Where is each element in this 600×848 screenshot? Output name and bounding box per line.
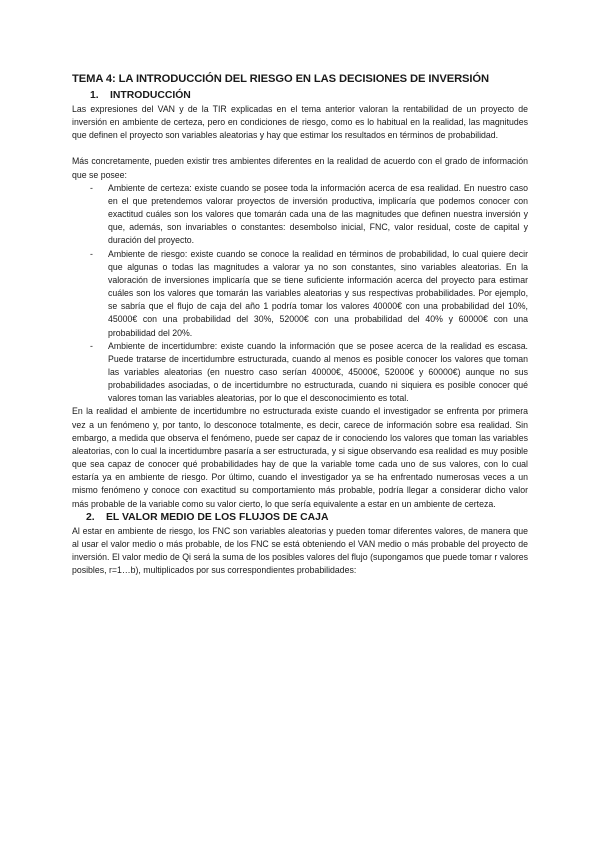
- paragraph: Más concretamente, pueden existir tres ambientes diferentes en la realidad de acuerdo con el grado de información que se posee:: [72, 156, 528, 180]
- section-heading-introduccion: [72, 89, 528, 103]
- paragraph: Al estar en ambiente de riesgo, los FNC son variables aleatorias y pueden tomar diferentes valores, de manera que al usar el valor medio o más probable, de los FNC se está obteniendo el VAN medio o más probable del proyecto de inversión. El valor medio de Qi será la suma de los posibles valores del flujo (supongamos que puede tomar r valores posibles, r=1…b), multiplicados por sus correspondientes probabilidades:: [72, 525, 528, 576]
- bullet-marker: -: [90, 340, 93, 351]
- section-title: INTRODUCCIÓN: [110, 90, 191, 101]
- document-title: TEMA 4: LA INTRODUCCIÓN DEL RIESGO EN LAS DECISIONES DE INVERSIÓN: [72, 73, 490, 85]
- bullet-marker: -: [90, 248, 93, 259]
- paragraph: En la realidad el ambiente de incertidumbre no estructurada existe cuando el investigador se enfrenta por primera vez a un fenómeno y, por tanto, lo desconoce totalmente, es decir, carece de información sobre esa realidad. Sin embargo, a medida que observa el fenómeno, puede ser capaz de ir conociendo los valores que toman las variables aleatorias, con lo cual la incertidumbre pasaría a ser estructurada, y si sigue observando esa realidad es muy posible que sea capaz de conocer qué probabilidades hay de que la variable tome cada uno de sus valores, con lo cual estaría ya en ambiente de riesgo. Por último, cuando el investigador ya se ha enfrentado numerosas veces a un mismo fenómeno y conoce con exactitud su comportamiento más probable, podría llegar a considerar dicho valor más probable de la variable como su valor cierto, lo que sería equivalente a estar en un ambiente de certeza.: [72, 406, 528, 509]
- section-number: 1.: [90, 90, 99, 101]
- list-item-text: Ambiente de certeza: existe cuando se posee toda la información acerca de esa realidad. En nuestro caso en el que pretendemos valorar proyectos de inversión productiva, implicaría que podemos conocer con exactitud cuáles son los valores que tomarán cada una de las magnitudes que definen nuestra inversión y que, además, son invariables o constantes: desembolso inicial, FNC, valor residual, coste de capital y duración del proyecto.: [108, 182, 528, 246]
- list-item: [90, 248, 528, 340]
- section-heading-valor-medio: [72, 511, 528, 525]
- list-item: [90, 340, 528, 406]
- list-item-text: Ambiente de incertidumbre: existe cuando la información que se posee acerca de la realidad es escasa. Puede tratarse de incertidumbre estructurada, cuando al menos es posible conocer los valores que toman las variables aleatorias (en nuestro caso serían 40000€, 45000€, 52000€ y 60000€) aunque no sus probabilidades asociadas, o de incertidumbre no estructurada, cuando ni siquiera es posible conocer qué valores toman las variables aleatorias, por lo que el desconocimiento es total.: [108, 340, 528, 404]
- section-number: 2.: [86, 511, 95, 523]
- section-title: EL VALOR MEDIO DE LOS FLUJOS DE CAJA: [106, 511, 329, 523]
- bullet-marker: -: [90, 182, 93, 193]
- list-item: [90, 182, 528, 248]
- paragraph: Las expresiones del VAN y de la TIR explicadas en el tema anterior valoran la rentabilidad de un proyecto de inversión en ambiente de certeza, pero en condiciones de riesgo, como es lo habitual en la realidad, las magnitudes que definen el proyecto son variables aleatorias y hay que estimar los resultados en términos de probabilidad.: [72, 104, 528, 141]
- environments-list: [72, 182, 528, 406]
- list-item-text: Ambiente de riesgo: existe cuando se conoce la realidad en términos de probabilidad, lo cual quiere decir que algunas o todas las magnitudes a valorar ya no son constantes, sino variables aleatorias. En la valoración de inversiones implicaría que se tiene suficiente información acerca del proyecto para estimar cuáles son los valores que tomarán las variables aleatorias y sus respectivas probabilidades. Por ejemplo, se sabría que el flujo de caja del año 1 podría tomar los valores 40000€ con una probabilidad del 10%, 45000€ con una probabilidad del 30%, 52000€ con una probabilidad del 40% y 60000€ con una probabilidad del 20%.: [108, 248, 528, 338]
